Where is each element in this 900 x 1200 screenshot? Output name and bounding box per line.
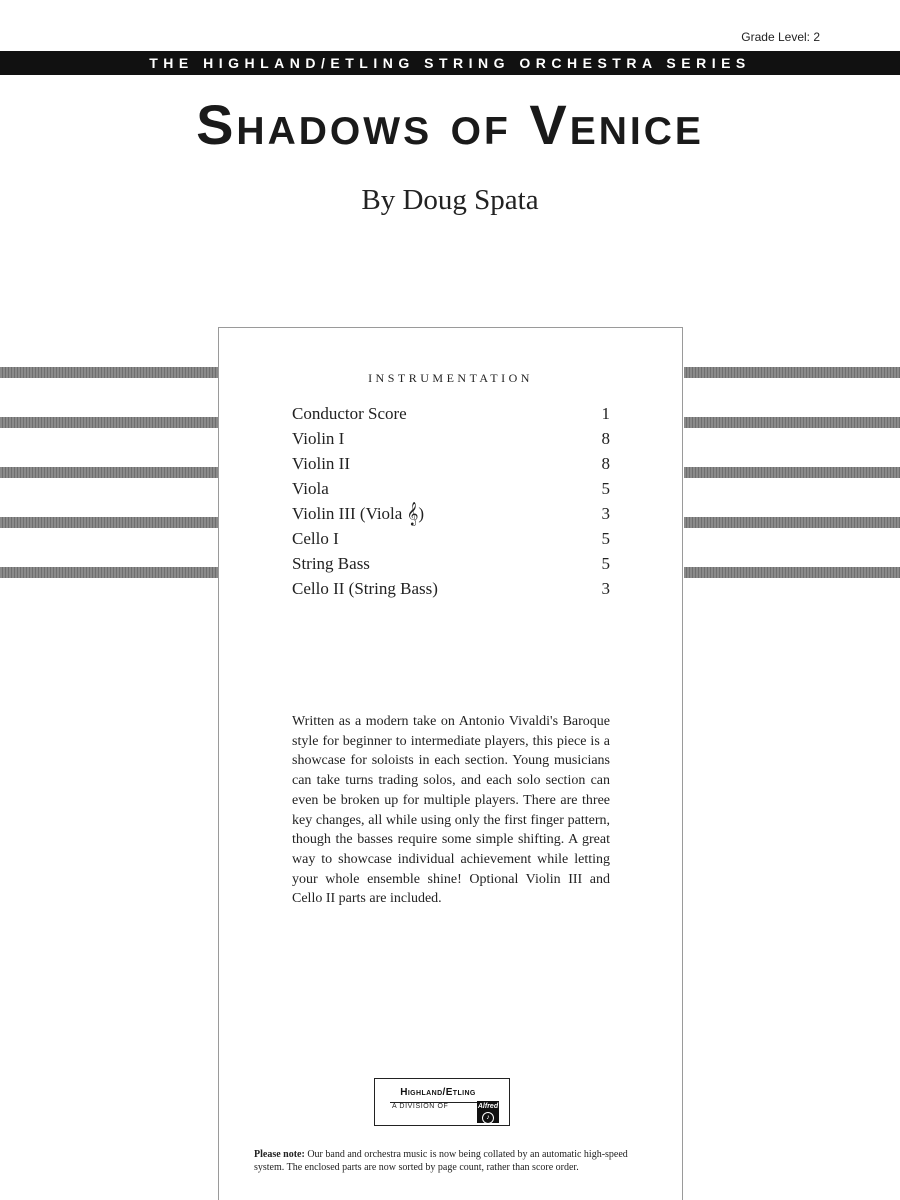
footer-note (254, 1148, 654, 1174)
instrument-count: 8 (601, 454, 610, 473)
instrument-name: Violin I (292, 429, 345, 448)
page-title: Shadows of Venice (196, 93, 704, 156)
instrument-name: Conductor Score (292, 404, 407, 423)
staff-line-right (684, 367, 900, 378)
list-item (292, 426, 610, 451)
instrument-count: 8 (601, 429, 610, 448)
staff-line-left (0, 417, 218, 428)
instrument-count: 1 (601, 404, 610, 423)
staff-line-right (684, 567, 900, 578)
note-label: Please note: (254, 1149, 305, 1160)
staff-line-right (684, 467, 900, 478)
instrument-name: Violin III (Viola (292, 504, 403, 523)
instrument-name: String Bass (292, 554, 370, 573)
instrument-count: 5 (601, 479, 610, 498)
list-item (292, 526, 610, 551)
series-title: THE HIGHLAND/ETLING STRING ORCHESTRA SERIES (149, 55, 751, 71)
staff-line-right (684, 417, 900, 428)
instrumentation-heading: INSTRUMENTATION (368, 371, 533, 385)
alfred-badge-text: Alfred (477, 1103, 499, 1110)
instrument-count: 5 (601, 554, 610, 573)
series-banner (0, 51, 900, 75)
instrumentation-list (292, 401, 610, 601)
list-item (292, 576, 610, 601)
instrument-count: 3 (601, 579, 610, 598)
list-item (292, 451, 610, 476)
staff-line-left (0, 367, 218, 378)
list-item (292, 501, 610, 526)
treble-clef-icon: 𝄞 (406, 503, 419, 525)
author-line: By Doug Spata (361, 184, 539, 216)
logo-name: Highland/Etling (400, 1087, 476, 1098)
instrument-count: 3 (601, 504, 610, 523)
list-item (292, 401, 610, 426)
instrument-name: Cello II (String Bass) (292, 579, 438, 598)
instrument-name: Viola (292, 479, 329, 498)
list-item (292, 551, 610, 576)
logo-subtitle: A DIVISION OF (392, 1103, 449, 1110)
list-item (292, 476, 610, 501)
instrument-name-suffix: ) (418, 504, 425, 523)
instrument-name: Cello I (292, 529, 339, 548)
staff-line-left (0, 517, 218, 528)
alfred-emblem-icon: ♪ (482, 1112, 494, 1124)
instrumentation-panel (218, 327, 683, 1200)
note-text: Our band and orchestra music is now being collated by an automatic high-speed system. The enclosed parts are now sorted by page count, rather than score order. (254, 1149, 628, 1173)
piece-description: Written as a modern take on Antonio Vivaldi's Baroque style for beginner to intermediate players, this piece is a showcase for soloists in each section. Young musicians can take turns trading solos, and each solo section can even be broken up for multiple players. There are three key changes, all while using only the first finger pattern, though the basses require some simple shifting. A great way to showcase individual achievement while letting your whole ensemble shine! Optional Violin III and Cello II parts are included. (292, 714, 610, 907)
instrument-name: Violin II (292, 454, 350, 473)
staff-line-right (684, 517, 900, 528)
staff-line-left (0, 467, 218, 478)
instrument-name-group (292, 501, 424, 527)
alfred-logo-icon (477, 1101, 499, 1123)
staff-line-left (0, 567, 218, 578)
grade-level: Grade Level: 2 (741, 30, 820, 44)
instrument-count: 5 (601, 529, 610, 548)
publisher-logo (374, 1078, 510, 1126)
